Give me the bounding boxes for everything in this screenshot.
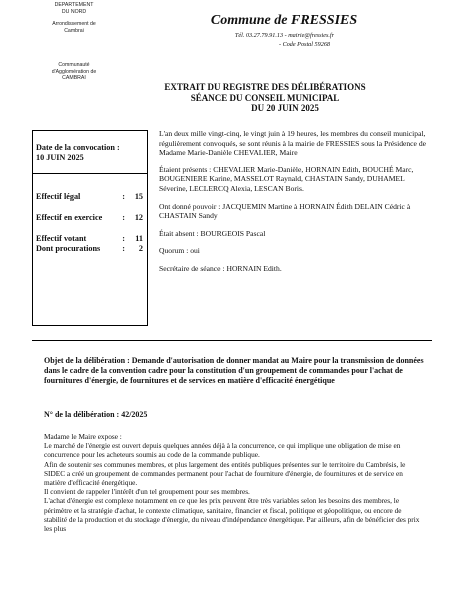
sidebar-line: DU NORD bbox=[61, 8, 87, 15]
convocation-label: Date de la convocation : bbox=[36, 143, 120, 152]
quorum: Quorum : oui bbox=[159, 246, 200, 256]
presents-list: Étaient présents : CHEVALIER Marie-Danièle, HORNAIN Edith, BOUCHÉ Marc, BOUGENIERE Karine, MASSELOT Raynald, CHASTAIN Sandy, DUHAMEL Séverine, LECLERCQ Alexia, LESCAN Boris. bbox=[159, 164, 414, 193]
expose-heading: Madame le Maire expose : bbox=[44, 432, 122, 441]
document-title bbox=[150, 82, 380, 114]
sidebar-line: Cambrai bbox=[64, 27, 84, 34]
colon: : bbox=[122, 244, 125, 253]
pouvoirs-list: Ont donné pouvoir : JACQUEMIN Martine à HORNAIN Édith DELAIN Cédric à CHASTAIN Sandy bbox=[159, 201, 411, 221]
title-line: EXTRAIT DU REGISTRE DES DÉLIBÉRATIONS bbox=[164, 82, 366, 92]
colon: : bbox=[122, 234, 125, 243]
sidebar-agglomeration bbox=[22, 62, 126, 82]
sidebar-line: CAMBRAI bbox=[62, 75, 86, 82]
convocation-value: 10 JUIN 2025 bbox=[36, 153, 84, 162]
title-line: DU 20 JUIN 2025 bbox=[251, 103, 319, 113]
deliberation-body bbox=[44, 432, 424, 533]
summary-box bbox=[32, 130, 148, 326]
seance-details bbox=[159, 129, 427, 274]
procurations-label: Dont procurations bbox=[36, 244, 101, 253]
effectif-votant-value: 11 bbox=[135, 234, 143, 243]
body-paragraph: Il convient de rappeler l'intérêt d'un tel groupement pour ses membres. bbox=[44, 487, 250, 497]
commune-title: Commune de FRESSIES bbox=[210, 13, 358, 28]
secretaire: Secrétaire de séance : HORNAIN Edith. bbox=[159, 263, 282, 273]
sidebar-department bbox=[22, 2, 126, 34]
section-divider bbox=[32, 340, 432, 341]
effectif-votant bbox=[36, 234, 143, 244]
postal-code-line: - Code Postal 59268 bbox=[278, 41, 331, 48]
deliberation-object: Objet de la délibération : Demande d'autorisation de donner mandat au Maire pour la transmission de données dans le cadre de la convention cadre pour la constitution d'un groupement de commandes pour l'achat de fournitures d'énergie, de fournitures et de services en matière d'efficacité énergétique bbox=[44, 356, 424, 385]
sidebar-line: DEPARTEMENT bbox=[54, 2, 94, 8]
effectif-legal-value: 15 bbox=[134, 192, 143, 201]
seance-intro: L'an deux mille vingt-cinq, le vingt juin à 19 heures, les membres du conseil municipal, régulièrement convoqués, se sont réunis à la mairie de FRESSIES sous la Présidence de Madame Marie-Danièle CHEVALIER, Maire bbox=[159, 129, 426, 158]
procurations-value: 2 bbox=[138, 244, 143, 253]
body-paragraph: L'achat d'énergie est complexe notamment en ce que les prix peuvent être très variables selon les besoins des membres, le périmètre et la stratégie d'achat, le contexte climatique, sanitaire, financier et fiscal, politique et géopolitique, ou encore de stabilité de la production et du stockage d'énergie, du niveau d'indépendance énergétique. Par ailleurs, afin de bénéficier des prix les plus bbox=[44, 496, 420, 534]
body-paragraph: Afin de soutenir ses communes membres, et plus largement des entités publiques présentes sur le territoire du Cambrésis, le SIDEC a créé un groupement de commandes permanent pour l'achat de fourniture d'énergie, de fournitures et de service en matière d'efficacité énergétique. bbox=[44, 459, 406, 488]
colon: : bbox=[122, 192, 125, 201]
divider bbox=[33, 173, 147, 174]
deliberation-number: N° de la délibération : 42/2025 bbox=[44, 410, 148, 419]
body-paragraph: Le marché de l'énergie est ouvert depuis quelques années déjà à la concurrence, ce qui implique une obligation de mise en concurrence pour les acheteurs soumis au code de la commande publique. bbox=[44, 441, 401, 460]
effectif-exercice-label: Effectif en exercice bbox=[36, 213, 103, 222]
effectif-exercice-value: 12 bbox=[134, 213, 143, 222]
effectif-votant-label: Effectif votant bbox=[36, 234, 87, 243]
procurations bbox=[36, 244, 143, 254]
effectif-legal bbox=[36, 192, 143, 202]
colon: : bbox=[122, 213, 125, 222]
contact-line: Tél. 03.27.79.91.13 - mairie@fressies.fr bbox=[234, 32, 335, 39]
absent-list: Était absent : BOURGEOIS Pascal bbox=[159, 228, 266, 238]
sidebar-line: Arrondissement de bbox=[52, 21, 96, 28]
contact-info bbox=[202, 31, 367, 49]
sidebar-line: Communauté bbox=[58, 62, 90, 68]
effectif-exercice bbox=[36, 213, 143, 223]
title-line: SÉANCE DU CONSEIL MUNICIPAL bbox=[190, 92, 340, 103]
sidebar-line: d'Agglomération de bbox=[51, 68, 97, 75]
effectif-legal-label: Effectif légal bbox=[36, 192, 81, 201]
